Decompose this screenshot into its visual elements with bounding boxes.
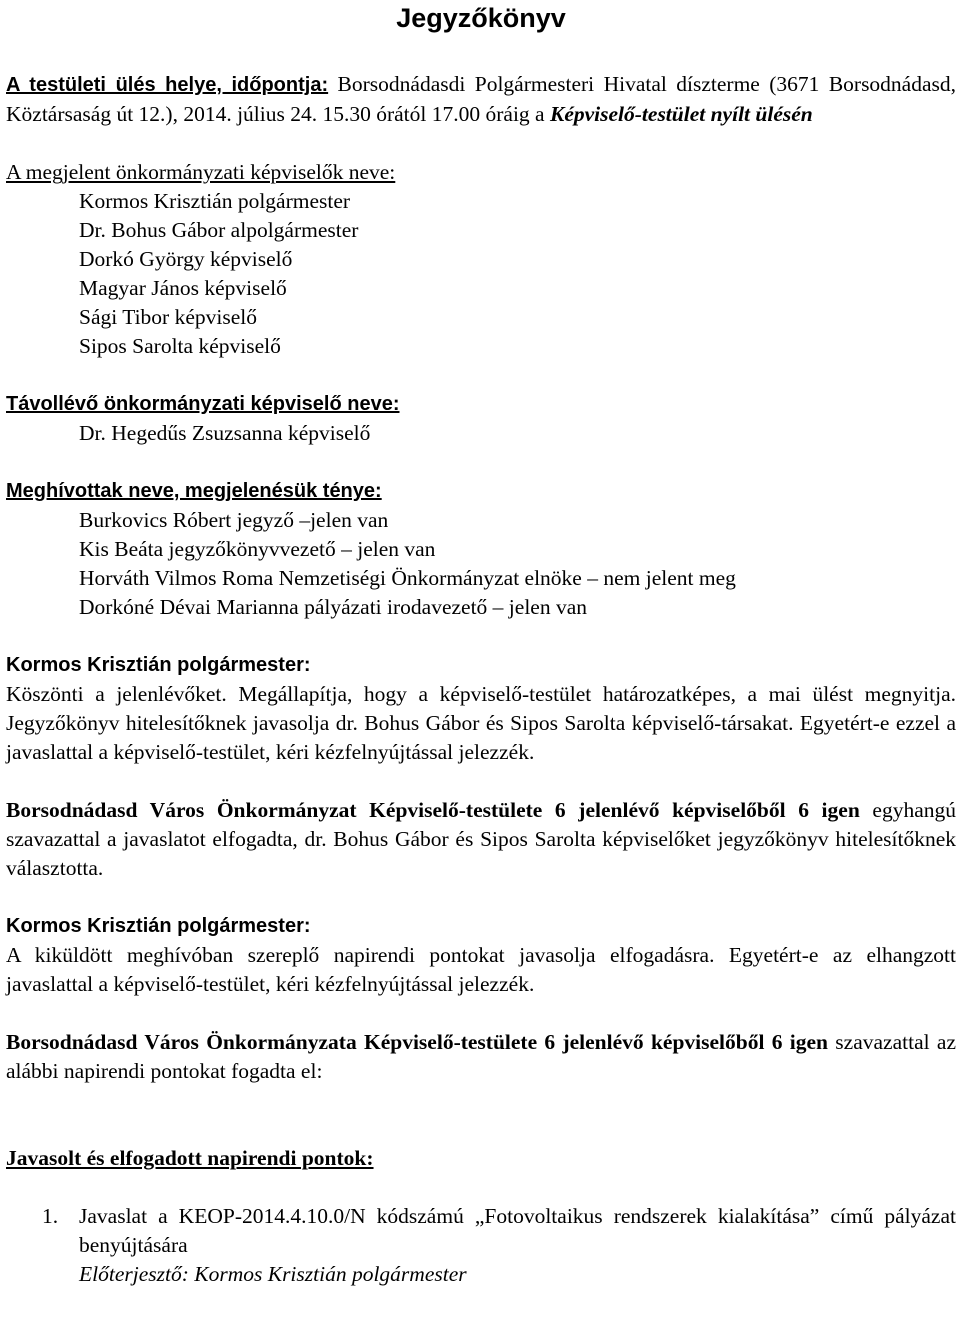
- list-item: Horváth Vilmos Roma Nemzetiségi Önkormányzat elnöke – nem jelent meg: [79, 566, 736, 590]
- decision-text: szavazattal az alábbi napirendi pontokat fogadta el:: [6, 1030, 956, 1083]
- decision-paragraph: [6, 796, 956, 883]
- decision-text: egyhangú szavazattal a javaslatot elfogadta, dr. Bohus Gábor és Sipos Sarolta képviselőket jegyzőkönyv hitelesítőknek választotta.: [6, 798, 956, 880]
- meeting-info: [6, 70, 956, 129]
- list-item: Burkovics Róbert jegyző –jelen van: [79, 508, 389, 532]
- list-item: Dorkó György képviselő: [79, 247, 293, 271]
- agenda-heading: Javasolt és elfogadott napirendi pontok:: [6, 1146, 374, 1170]
- list-item: Magyar János képviselő: [79, 276, 287, 300]
- absent-list: [6, 419, 956, 448]
- meeting-emph: Képviselő-testület nyílt ülésén: [549, 102, 813, 126]
- document-page: [6, 0, 956, 1289]
- list-item: Dr. Hegedűs Zsuzsanna képviselő: [79, 421, 371, 445]
- speaker-heading: Kormos Krisztián polgármester:: [6, 654, 311, 676]
- present-heading: A megjelent önkormányzati képviselők neve:: [6, 160, 396, 184]
- absent-heading: Távollévő önkormányzati képviselő neve:: [6, 393, 400, 415]
- invited-list: [6, 506, 956, 622]
- speech-paragraph: A kiküldött meghívóban szereplő napirendi pontokat javasolja elfogadásra. Egyetért-e az elhangzott javaslattal a képviselő-testület, kéri kézfelnyújtással jelezzék.: [6, 943, 956, 996]
- agenda-item: [6, 1202, 956, 1289]
- list-item: Sági Tibor képviselő: [79, 305, 257, 329]
- speaker-heading: Kormos Krisztián polgármester:: [6, 915, 311, 937]
- list-item: Kis Beáta jegyzőkönyvvezető – jelen van: [79, 537, 436, 561]
- present-list: [6, 187, 956, 361]
- speech-paragraph: Köszönti a jelenlévőket. Megállapítja, hogy a képviselő-testület határozatképes, a mai ülést megnyitja. Jegyzőkönyv hitelesítőknek javasolja dr. Bohus Gábor és Sipos Sarolta képviselő-társakat. Egyetért-e ezzel a javaslattal a képviselő-testület, kéri kézfelnyújtással jelezzék.: [6, 682, 956, 764]
- invited-heading: Meghívottak neve, megjelenésük ténye:: [6, 480, 382, 502]
- decision-bold: Borsodnádasd Város Önkormányzata Képviselő-testülete 6 jelenlévő képviselőből 6 igen: [6, 1030, 829, 1054]
- agenda-item-text: Javaslat a KEOP-2014.4.10.0/N kódszámú „Fotovoltaikus rendszerek kialakítása” című pályázat benyújtására: [79, 1204, 956, 1257]
- meeting-label: A testületi ülés helye, időpontja:: [6, 74, 329, 96]
- list-item: Kormos Krisztián polgármester: [79, 189, 351, 213]
- list-item: Dr. Bohus Gábor alpolgármester: [79, 218, 359, 242]
- agenda-list: [6, 1202, 956, 1289]
- agenda-item-body: [79, 1202, 956, 1289]
- list-item: Sipos Sarolta képviselő: [79, 334, 281, 358]
- meeting-text: Borsodnádasdi Polgármesteri Hivatal díszterme (3671 Borsodnádasd, Köztársaság út 12.), 2014. július 24. 15.30 órától 17.00 óráig a: [6, 72, 957, 126]
- decision-bold: Borsodnádasd Város Önkormányzat Képviselő-testülete 6 jelenlévő képviselőből 6 igen: [6, 798, 860, 822]
- agenda-item-number: 1.: [42, 1204, 59, 1228]
- document-title: Jegyzőkönyv: [396, 3, 566, 33]
- list-item: Dorkóné Dévai Marianna pályázati irodavezető – jelen van: [79, 595, 588, 619]
- agenda-item-presenter: Előterjesztő: Kormos Krisztián polgármester: [79, 1262, 467, 1286]
- decision-paragraph: [6, 1028, 956, 1086]
